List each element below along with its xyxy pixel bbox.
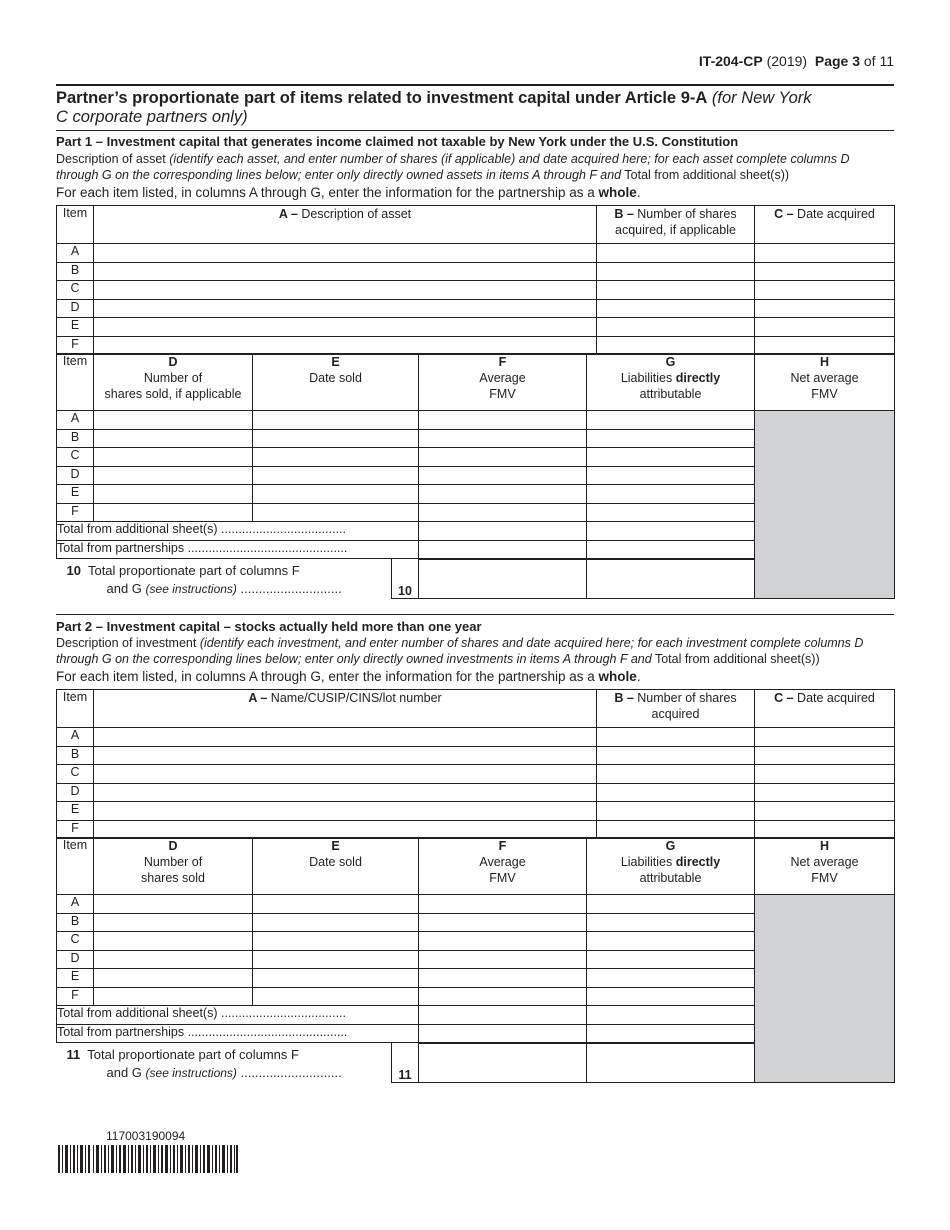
colF-letter: F xyxy=(498,839,507,853)
part1-B-liabilities-field[interactable] xyxy=(587,429,755,448)
part1-B-shares-field[interactable] xyxy=(597,262,755,281)
part2-A-avg-fmv-field[interactable] xyxy=(419,895,587,914)
title-note-2: C corporate partners only) xyxy=(56,108,248,126)
part1-item-label: F xyxy=(57,503,94,522)
line10-g-field[interactable] xyxy=(587,559,755,599)
part2-F-shares-field[interactable] xyxy=(597,820,755,839)
part1-line10-label xyxy=(57,559,392,599)
part1-table-dh xyxy=(56,353,895,599)
part1-F-liabilities-field[interactable] xyxy=(587,503,755,522)
part1-B-desc-field[interactable] xyxy=(94,262,597,281)
part1-item-label: C xyxy=(57,448,94,467)
part2-A-date-sold-field[interactable] xyxy=(253,895,419,914)
part1-D-shares-sold-field[interactable] xyxy=(94,466,253,485)
colD-letter: D xyxy=(168,839,178,853)
colB-text2: acquired xyxy=(651,707,700,721)
part1-E-date-field[interactable] xyxy=(755,318,895,337)
part2-F-avg-fmv-field[interactable] xyxy=(419,987,587,1006)
line10-italic: (see instructions) xyxy=(145,582,237,596)
colD-letter: D xyxy=(168,355,178,369)
part2-item-label: B xyxy=(57,913,94,932)
part1-A-shares-sold-field[interactable] xyxy=(94,411,253,430)
line10-dots: ............................ xyxy=(240,581,342,596)
part1-colE-header xyxy=(253,354,419,411)
part2-B-liabilities-field[interactable] xyxy=(587,913,755,932)
part1-colF-header xyxy=(419,354,587,411)
part1-E-liabilities-field[interactable] xyxy=(587,485,755,504)
part2-item-label: A xyxy=(57,895,94,914)
form-year: (2019) xyxy=(766,53,808,69)
part2-colE-header xyxy=(253,838,419,895)
part2-B-shares-field[interactable] xyxy=(597,746,755,765)
colD-line1: Number of xyxy=(143,371,203,385)
part1-C-avg-fmv-field[interactable] xyxy=(419,448,587,467)
part2-B-name-field[interactable] xyxy=(94,746,597,765)
title-note-1: (for New York xyxy=(711,89,812,107)
part2-line11-label xyxy=(57,1043,392,1083)
part2-item-label: F xyxy=(57,820,94,839)
colD-line2: shares sold xyxy=(141,871,205,885)
part1-instructions: For each item listed, in columns A through G, enter the information for the partnership as a whole. xyxy=(56,185,641,200)
part2-B-avg-fmv-field[interactable] xyxy=(419,913,587,932)
part2-B-shares-sold-field[interactable] xyxy=(94,913,253,932)
form-page-header xyxy=(699,53,894,69)
part2-table-abc xyxy=(56,689,895,839)
colA-letter: A – xyxy=(278,207,298,221)
colF-letter: F xyxy=(498,355,507,369)
part2-colC-header xyxy=(755,690,895,728)
colE-line1: Date sold xyxy=(309,371,362,385)
part1-E-shares-sold-field[interactable] xyxy=(94,485,253,504)
part2-A-date-field[interactable] xyxy=(755,728,895,747)
form-id: IT-204-CP xyxy=(698,53,763,69)
part2-F-name-field[interactable] xyxy=(94,820,597,839)
part1-D-date-sold-field[interactable] xyxy=(253,466,419,485)
title-rule xyxy=(56,130,894,131)
part1-F-date-field[interactable] xyxy=(755,336,895,355)
part2-colG-header xyxy=(587,838,755,895)
part1-E-date-sold-field[interactable] xyxy=(253,485,419,504)
part1-total-partnerships-f-field[interactable] xyxy=(419,540,587,559)
part2-C-name-field[interactable] xyxy=(94,765,597,784)
part2-foreach-text: For each item listed, in columns A through G, enter the information for the partnership as a xyxy=(56,669,595,684)
line11-text1: Total proportionate part of columns F xyxy=(87,1047,299,1062)
part2-E-avg-fmv-field[interactable] xyxy=(419,969,587,988)
part1-colA-header xyxy=(94,206,597,244)
barcode-graphic xyxy=(58,1145,238,1173)
part2-E-shares-sold-field[interactable] xyxy=(94,969,253,988)
part2-B-date-field[interactable] xyxy=(755,746,895,765)
colE-line1: Date sold xyxy=(309,855,362,869)
colF-line1: Average xyxy=(479,855,526,869)
part2-colD-header xyxy=(94,838,253,895)
part2-C-date-field[interactable] xyxy=(755,765,895,784)
part2-E-shares-field[interactable] xyxy=(597,802,755,821)
colG-line1a: Liabilities xyxy=(620,855,673,869)
part2-table-dh xyxy=(56,837,895,1083)
colA-text: Name/CUSIP/CINS/lot number xyxy=(270,691,442,705)
part1-foreach-bold: whole xyxy=(598,185,637,200)
part1-F-shares-field[interactable] xyxy=(597,336,755,355)
line10-text2: and G xyxy=(106,581,142,596)
part1-heading: Part 1 – Investment capital that generates income claimed not taxable by New York under the U.S. Constitution xyxy=(56,134,739,149)
barcode-number: 117003190094 xyxy=(106,1129,186,1143)
part1-C-liabilities-field[interactable] xyxy=(587,448,755,467)
part1-A-date-sold-field[interactable] xyxy=(253,411,419,430)
part1-A-avg-fmv-field[interactable] xyxy=(419,411,587,430)
part1-table-abc xyxy=(56,205,895,355)
part2-heading: Part 2 – Investment capital – stocks actually held more than one year xyxy=(56,619,482,634)
part2-F-date-sold-field[interactable] xyxy=(253,987,419,1006)
part1-item-label: C xyxy=(57,281,94,300)
part1-total-additional-g-field[interactable] xyxy=(587,522,755,541)
part2-colH-shaded xyxy=(755,895,895,1083)
part1-C-shares-sold-field[interactable] xyxy=(94,448,253,467)
part2-description xyxy=(56,635,894,667)
part1-D-avg-fmv-field[interactable] xyxy=(419,466,587,485)
part2-item-label: D xyxy=(57,950,94,969)
part1-description xyxy=(56,151,894,183)
colC-text: Date acquired xyxy=(797,691,875,705)
line10-box-number: 10 xyxy=(392,559,419,599)
colH-line2: FMV xyxy=(811,871,838,885)
line11-box-number: 11 xyxy=(392,1043,419,1083)
part2-item-label: E xyxy=(57,802,94,821)
colD-line2: shares sold, if applicable xyxy=(104,387,242,401)
part1-desc-lead: Description of asset xyxy=(56,152,166,166)
part1-F-desc-field[interactable] xyxy=(94,336,597,355)
part2-D-liabilities-field[interactable] xyxy=(587,950,755,969)
part2-item-label: F xyxy=(57,987,94,1006)
part2-D-shares-sold-field[interactable] xyxy=(94,950,253,969)
colH-line1: Net average xyxy=(790,371,859,385)
part1-C-desc-field[interactable] xyxy=(94,281,597,300)
colB-text1: Number of shares xyxy=(637,691,737,705)
part2-colA-header xyxy=(94,690,597,728)
part2-item-label: C xyxy=(57,765,94,784)
part1-colG-header xyxy=(587,354,755,411)
part2-C-shares-field[interactable] xyxy=(597,765,755,784)
part-divider xyxy=(56,614,894,615)
colH-line2: FMV xyxy=(811,387,838,401)
page-total: of 11 xyxy=(863,53,894,69)
part1-F-avg-fmv-field[interactable] xyxy=(419,503,587,522)
part1-item-label: E xyxy=(57,485,94,504)
part2-F-liabilities-field[interactable] xyxy=(587,987,755,1006)
part2-item-label: A xyxy=(57,728,94,747)
part2-C-avg-fmv-field[interactable] xyxy=(419,932,587,951)
part1-B-shares-sold-field[interactable] xyxy=(94,429,253,448)
line11-dots: ............................ xyxy=(240,1065,342,1080)
part2-E-liabilities-field[interactable] xyxy=(587,969,755,988)
colH-line1: Net average xyxy=(790,855,859,869)
part1-colB-header xyxy=(597,206,755,244)
part1-A-date-field[interactable] xyxy=(755,244,895,263)
part1-item-label: B xyxy=(57,429,94,448)
part1-B-date-field[interactable] xyxy=(755,262,895,281)
colE-letter: E xyxy=(331,839,340,853)
part1-item-label: B xyxy=(57,262,94,281)
line11-f-field[interactable] xyxy=(419,1043,587,1083)
part2-item-label: C xyxy=(57,932,94,951)
part2-instructions: For each item listed, in columns A through G, enter the information for the partnership as a whole. xyxy=(56,669,641,684)
part2-D-date-sold-field[interactable] xyxy=(253,950,419,969)
part2-F-shares-sold-field[interactable] xyxy=(94,987,253,1006)
part1-item-label: A xyxy=(57,244,94,263)
line11-number: 11 xyxy=(66,1047,81,1062)
line10-text1: Total proportionate part of columns F xyxy=(87,563,300,578)
part1-total-additional-label: Total from additional sheet(s) .................................... xyxy=(57,522,419,541)
part1-total-additional-f-field[interactable] xyxy=(419,522,587,541)
part2-E-date-sold-field[interactable] xyxy=(253,969,419,988)
colG-letter: G xyxy=(665,355,676,369)
part1-item-label: E xyxy=(57,318,94,337)
part2-desc-tail: Total from additional sheet(s)) xyxy=(654,652,820,666)
part2-desc-lead: Description of investment xyxy=(56,636,197,650)
colH-letter: H xyxy=(819,355,830,369)
top-rule xyxy=(56,84,894,86)
part2-total-partnerships-label: Total from partnerships .............................................. xyxy=(57,1024,419,1043)
part1-D-shares-field[interactable] xyxy=(597,299,755,318)
part2-item-label: E xyxy=(57,969,94,988)
part2-F-date-field[interactable] xyxy=(755,820,895,839)
part1-total-partnerships-label: Total from partnerships .............................................. xyxy=(57,540,419,559)
part1-total-partnerships-g-field[interactable] xyxy=(587,540,755,559)
part1-F-shares-sold-field[interactable] xyxy=(94,503,253,522)
part2-A-name-field[interactable] xyxy=(94,728,597,747)
part2-desc-italic: (identify each investment, and enter number of shares and date acquired here; for each investment complete columns D through G on the corresponding lines below; enter only directly owned investments in items A through F and xyxy=(56,636,864,666)
colC-text: Date acquired xyxy=(797,207,875,221)
part1-foreach-text: For each item listed, in columns A through G, enter the information for the partnership as a xyxy=(56,185,595,200)
part2-foreach-bold: whole xyxy=(598,669,637,684)
part2-total-additional-label: Total from additional sheet(s) .................................... xyxy=(57,1006,419,1025)
part1-desc-tail: Total from additional sheet(s)) xyxy=(624,168,790,182)
part1-B-date-sold-field[interactable] xyxy=(253,429,419,448)
line11-g-field[interactable] xyxy=(587,1043,755,1083)
part2-A-liabilities-field[interactable] xyxy=(587,895,755,914)
part2-item-header: Item xyxy=(57,690,94,728)
line10-f-field[interactable] xyxy=(419,559,587,599)
part1-C-date-field[interactable] xyxy=(755,281,895,300)
colC-letter: C – xyxy=(774,207,794,221)
part1-A-liabilities-field[interactable] xyxy=(587,411,755,430)
part2-item-label: B xyxy=(57,746,94,765)
title-main: Partner’s proportionate part of items related to investment capital under Article 9-A xyxy=(56,89,708,107)
colG-line1b: directly xyxy=(675,371,721,385)
colB-letter: B – xyxy=(614,691,634,705)
part2-C-date-sold-field[interactable] xyxy=(253,932,419,951)
colF-line2: FMV xyxy=(489,387,516,401)
part1-B-avg-fmv-field[interactable] xyxy=(419,429,587,448)
part1-E-shares-field[interactable] xyxy=(597,318,755,337)
colB-text2: acquired, if applicable xyxy=(615,223,736,237)
part1-item-header-2: Item xyxy=(57,354,94,411)
part1-D-date-field[interactable] xyxy=(755,299,895,318)
part1-desc-italic: (identify each asset, and enter number of shares (if applicable) and date acquired here; for each asset complete columns D through G on the corresponding lines below; enter only directly owned assets in items A through F and xyxy=(56,152,850,182)
colB-text1: Number of shares xyxy=(637,207,737,221)
part2-B-date-sold-field[interactable] xyxy=(253,913,419,932)
part2-A-shares-field[interactable] xyxy=(597,728,755,747)
part2-total-partnerships-g-field[interactable] xyxy=(587,1024,755,1043)
part2-colB-header xyxy=(597,690,755,728)
part1-C-date-sold-field[interactable] xyxy=(253,448,419,467)
colC-letter: C – xyxy=(774,691,794,705)
part1-A-shares-field[interactable] xyxy=(597,244,755,263)
part2-A-shares-sold-field[interactable] xyxy=(94,895,253,914)
part2-item-header-2: Item xyxy=(57,838,94,895)
colG-line1b: directly xyxy=(675,855,721,869)
part1-F-date-sold-field[interactable] xyxy=(253,503,419,522)
part2-total-additional-f-field[interactable] xyxy=(419,1006,587,1025)
part1-colH-header xyxy=(755,354,895,411)
part2-C-shares-sold-field[interactable] xyxy=(94,932,253,951)
part2-D-shares-field[interactable] xyxy=(597,783,755,802)
line11-italic: (see instructions) xyxy=(145,1066,237,1080)
colG-line2: attributable xyxy=(639,387,702,401)
part2-colF-header xyxy=(419,838,587,895)
colA-letter: A – xyxy=(248,691,268,705)
part2-D-name-field[interactable] xyxy=(94,783,597,802)
colH-letter: H xyxy=(819,839,830,853)
part2-E-date-field[interactable] xyxy=(755,802,895,821)
part1-D-desc-field[interactable] xyxy=(94,299,597,318)
part1-A-desc-field[interactable] xyxy=(94,244,597,263)
colF-line1: Average xyxy=(479,371,526,385)
part1-colH-shaded xyxy=(755,411,895,599)
part1-C-shares-field[interactable] xyxy=(597,281,755,300)
line11-text2: and G xyxy=(106,1065,142,1080)
part2-total-additional-g-field[interactable] xyxy=(587,1006,755,1025)
part2-total-partnerships-f-field[interactable] xyxy=(419,1024,587,1043)
part1-colD-header xyxy=(94,354,253,411)
part1-item-header: Item xyxy=(57,206,94,244)
page-title xyxy=(56,89,886,127)
colE-letter: E xyxy=(331,355,340,369)
page-label: Page 3 xyxy=(814,53,860,69)
part2-item-label: D xyxy=(57,783,94,802)
part1-item-label: F xyxy=(57,336,94,355)
colG-line2: attributable xyxy=(639,871,702,885)
part1-item-label: A xyxy=(57,411,94,430)
part1-D-liabilities-field[interactable] xyxy=(587,466,755,485)
part2-C-liabilities-field[interactable] xyxy=(587,932,755,951)
colA-text: Description of asset xyxy=(301,207,412,221)
part2-E-name-field[interactable] xyxy=(94,802,597,821)
line10-number: 10 xyxy=(66,563,81,578)
colB-letter: B – xyxy=(614,207,634,221)
colD-line1: Number of xyxy=(143,855,203,869)
colF-line2: FMV xyxy=(489,871,516,885)
part2-D-date-field[interactable] xyxy=(755,783,895,802)
part2-D-avg-fmv-field[interactable] xyxy=(419,950,587,969)
part1-item-label: D xyxy=(57,299,94,318)
part1-colC-header xyxy=(755,206,895,244)
part1-E-desc-field[interactable] xyxy=(94,318,597,337)
colG-line1a: Liabilities xyxy=(620,371,673,385)
part1-item-label: D xyxy=(57,466,94,485)
part2-colH-header xyxy=(755,838,895,895)
part1-E-avg-fmv-field[interactable] xyxy=(419,485,587,504)
colG-letter: G xyxy=(665,839,676,853)
